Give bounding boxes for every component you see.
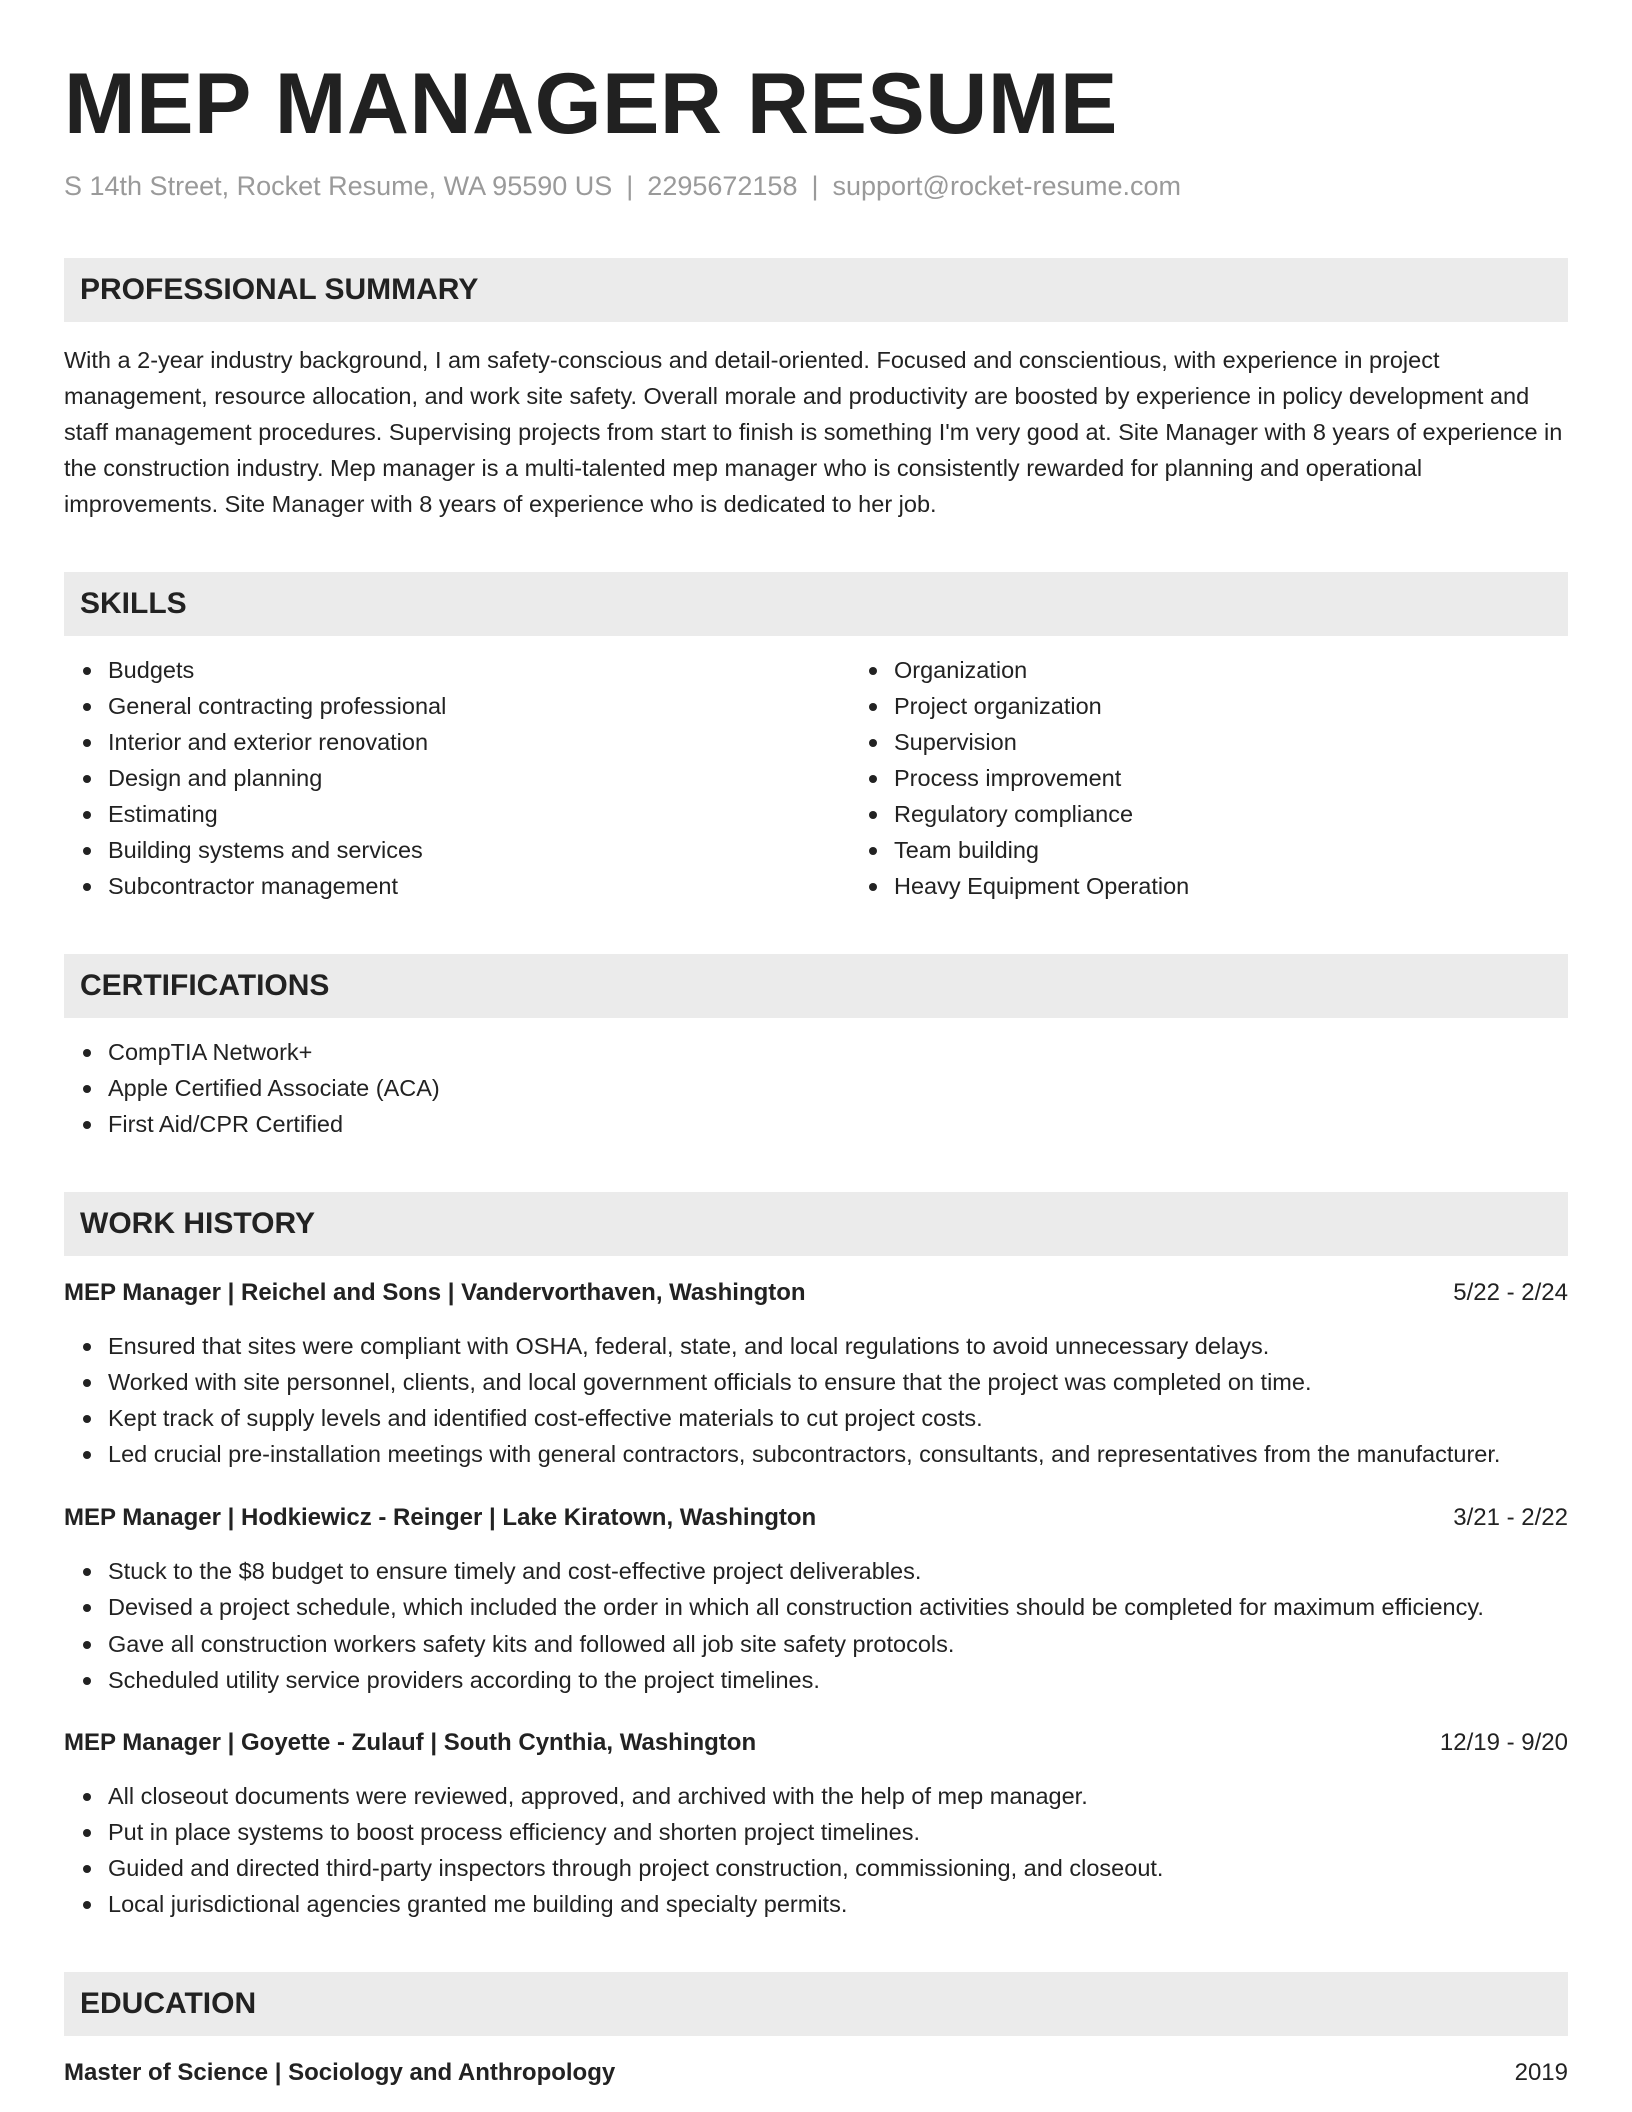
education-heading: EDUCATION	[64, 1972, 1568, 2036]
skill-item: Subcontractor management	[108, 868, 850, 904]
work-history-heading: WORK HISTORY	[64, 1192, 1568, 1256]
job-bullet: Put in place systems to boost process efficiency and shorten project timelines.	[108, 1814, 1568, 1850]
skill-item: Project organization	[894, 688, 1568, 724]
summary-text: With a 2-year industry background, I am safety-conscious and detail-oriented. Focused and conscientious, with experience in project management, resource allocation, and work site safety. Overall morale and productivity are boosted by experience in policy development and staff management procedures. Supervising projects from start to finish is something I'm very good at. Site Manager with 8 years of experience in the construction industry. Mep manager is a multi-talented mep manager who is consistently rewarded for planning and operational improvements. Site Manager with 8 years of experience who is dedicated to her job.	[64, 347, 1563, 517]
job-header	[64, 1726, 1568, 1760]
job-bullet: Worked with site personnel, clients, and local government officials to ensure that the project was completed on time.	[108, 1364, 1568, 1400]
skill-item: Supervision	[894, 724, 1568, 760]
certification-item: First Aid/CPR Certified	[108, 1106, 1568, 1142]
job-bullets	[64, 1778, 1568, 1922]
job-bullet: Scheduled utility service providers according to the project timelines.	[108, 1662, 1568, 1698]
job-bullet: Local jurisdictional agencies granted me building and specialty permits.	[108, 1886, 1568, 1922]
job-bullets	[64, 1553, 1568, 1698]
job-title: MEP Manager | Hodkiewicz - Reinger | Lake Kiratown, Washington	[64, 1504, 817, 1531]
job-bullet: Ensured that sites were compliant with OSHA, federal, state, and local regulations to avoid unnecessary delays.	[108, 1328, 1568, 1364]
job-header	[64, 1276, 1568, 1310]
skill-item: General contracting professional	[108, 688, 850, 724]
job-bullet: Stuck to the $8 budget to ensure timely and cost-effective project deliverables.	[108, 1553, 1568, 1589]
job-dates: 12/19 - 9/20	[1439, 1729, 1568, 1756]
skill-item: Design and planning	[108, 760, 850, 796]
education-entry	[64, 2056, 1568, 2090]
job-dates: 3/21 - 2/22	[1453, 1504, 1568, 1531]
skill-item: Heavy Equipment Operation	[894, 868, 1568, 904]
contact-email: support@rocket-resume.com	[832, 171, 1182, 201]
job-header	[64, 1501, 1568, 1535]
job-dates: 5/22 - 2/24	[1453, 1279, 1568, 1306]
skill-item: Building systems and services	[108, 832, 850, 868]
contact-separator: |	[811, 171, 819, 201]
skills-heading: SKILLS	[64, 572, 1568, 636]
job-bullet: Led crucial pre-installation meetings with general contractors, subcontractors, consultants, and representatives from the manufacturer.	[108, 1436, 1568, 1473]
skill-item: Team building	[894, 832, 1568, 868]
job-bullet: Guided and directed third-party inspectors through project construction, commissioning, and closeout.	[108, 1850, 1568, 1886]
skill-item: Interior and exterior renovation	[108, 724, 850, 760]
skills-columns	[64, 636, 1568, 904]
certification-item: Apple Certified Associate (ACA)	[108, 1070, 1568, 1106]
certifications-list	[64, 1034, 1568, 1142]
job-bullet: Gave all construction workers safety kits and followed all job site safety protocols.	[108, 1626, 1568, 1662]
contact-line	[64, 168, 1568, 204]
job-bullet: All closeout documents were reviewed, approved, and archived with the help of mep manager.	[108, 1778, 1568, 1814]
resume-title: MEP MANAGER RESUME	[64, 56, 1118, 152]
job-bullet: Devised a project schedule, which included the order in which all construction activities should be completed for maximum efficiency.	[108, 1589, 1568, 1626]
contact-phone: 2295672158	[647, 171, 798, 201]
education-degree: Master of Science | Sociology and Anthropology	[64, 2059, 616, 2086]
certification-item: CompTIA Network+	[108, 1034, 1568, 1070]
certifications-heading: CERTIFICATIONS	[64, 954, 1568, 1018]
job-title: MEP Manager | Goyette - Zulauf | South Cynthia, Washington	[64, 1729, 757, 1756]
skill-item: Organization	[894, 652, 1568, 688]
job-title: MEP Manager | Reichel and Sons | Vandervorthaven, Washington	[64, 1279, 806, 1306]
skills-list-left	[64, 652, 850, 904]
skill-item: Regulatory compliance	[894, 796, 1568, 832]
skills-list-right	[850, 652, 1568, 904]
skill-item: Estimating	[108, 796, 850, 832]
job-bullet: Kept track of supply levels and identified cost-effective materials to cut project costs.	[108, 1400, 1568, 1436]
skill-item: Process improvement	[894, 760, 1568, 796]
summary-heading: PROFESSIONAL SUMMARY	[64, 258, 1568, 322]
education-year: 2019	[1514, 2059, 1568, 2086]
job-bullets	[64, 1328, 1568, 1473]
contact-address: S 14th Street, Rocket Resume, WA 95590 US	[64, 171, 613, 201]
skill-item: Budgets	[108, 652, 850, 688]
contact-separator: |	[626, 171, 634, 201]
